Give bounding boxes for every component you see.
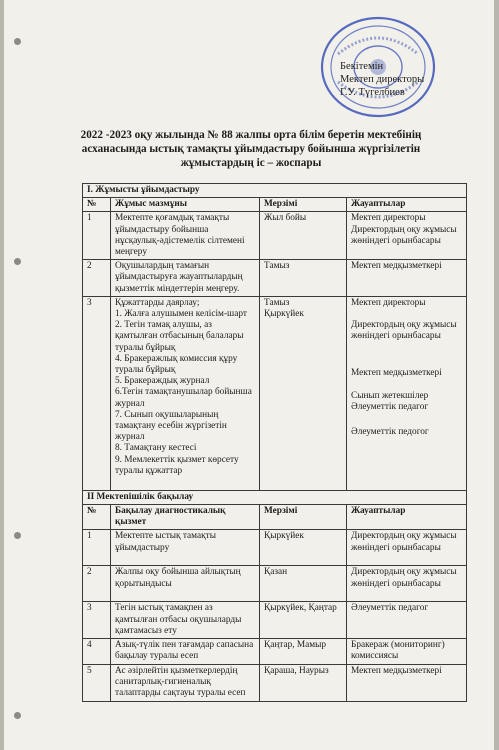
table-row — [83, 260, 467, 297]
row-term: Қыркүйек — [260, 530, 347, 566]
row-responsible: Әлеуметтік педагог — [347, 602, 467, 639]
table-row — [83, 665, 467, 702]
row-term: Қаңтар, Мамыр — [260, 639, 347, 665]
row-content: Ас әзірлейтін қызметкерлердің санитарлық-гигиеналық талаптарды сақтауы туралы есеп — [111, 665, 260, 702]
header-cell: Мерзімі — [260, 198, 347, 212]
list-item: 9. Мемлекеттік қызмет көрсету туралы құжаттар — [115, 454, 239, 476]
table-row — [83, 566, 467, 602]
row-number: 1 — [83, 212, 111, 260]
punch-hole — [14, 258, 21, 265]
row-responsible: Директордың оқу жұмысы жөніндегі орынбасары — [347, 530, 467, 566]
row-responsible: Мектеп медқызметкері — [347, 665, 467, 702]
header-cell: № — [83, 505, 111, 530]
table-row — [83, 212, 467, 260]
row-responsible: Мектеп директоры Директордың оқу жұмысы жөніндегі орынбасары — [347, 212, 467, 260]
header-cell: Мерзімі — [260, 505, 347, 530]
row-number: 1 — [83, 530, 111, 566]
responsible-line: Мектеп медқызметкері — [351, 368, 442, 379]
row-term: Жыл бойы — [260, 212, 347, 260]
section-title: II Мектепішілік бақылау — [83, 490, 467, 504]
row-content-list — [111, 296, 260, 490]
row-content: Мектепте қоғамдық тамақты ұйымдастыру бойынша нұсқаулық-әдістемелік сілтемені меңгеру — [111, 212, 260, 260]
list-item: 8. Тамақтану кестесі — [115, 443, 197, 454]
row-number: 2 — [83, 566, 111, 602]
row-content: Тегін ыстық тамақпен аз қамтылған отбасы оқушыларды қамтамасыз ету — [111, 602, 260, 639]
row-content: Азық-түлік пен тағамдар сапасына бақылау туралы есеп — [111, 639, 260, 665]
document-title: 2022 -2023 оқу жылында № 88 жалпы орта білім беретін мектебінің асханасында ыстық тамақты ұйымдастыру бойынша жүргізілетін жұмыстардың іс – жоспары — [80, 129, 422, 169]
table-row — [83, 602, 467, 639]
list-item: 7. Сынып оқушыларының тамақтану есебін жүргізетін журнал — [115, 409, 227, 443]
row-responsible: Директордың оқу жұмысы жөніндегі орынбасары — [347, 566, 467, 602]
row-content: Жалпы оқу бойынша айлықтың қорытындысы — [111, 566, 260, 602]
table-header-row — [83, 198, 467, 212]
list-item: 1. Жалға алушымен келісім-шарт — [115, 309, 247, 320]
header-cell: № — [83, 198, 111, 212]
approval-line: Бекітемін — [340, 61, 384, 72]
list-item: 6.Тегін тамақтанушылар бойынша журнал — [115, 387, 252, 409]
responsible-line: Әлеуметтік педагог — [351, 401, 429, 412]
approval-line: Г.У. Түгелбиев — [340, 87, 405, 98]
punch-hole — [14, 712, 21, 719]
term-line: Қыркүйек — [264, 309, 304, 320]
table-row — [83, 639, 467, 665]
row-term — [260, 296, 347, 490]
row-term: Қараша, Наурыз — [260, 665, 347, 702]
header-cell: Жұмыс мазмұны — [111, 198, 260, 212]
punch-hole — [14, 532, 21, 539]
punch-hole — [14, 38, 21, 45]
section-header-row — [83, 184, 467, 198]
list-item: 5. Бракераждық журнал — [115, 376, 210, 387]
header-cell: Бақылау диагностикалық қызмет — [111, 505, 260, 530]
row-responsible — [347, 296, 467, 490]
row-term: Қазан — [260, 566, 347, 602]
approval-block — [340, 60, 424, 99]
section-title: I. Жұмысты ұйымдастыру — [83, 184, 467, 198]
list-item: 2. Тегін тамақ алушы, аз қамтылған отбасының балалары туралы бұйрық — [115, 320, 244, 353]
section-header-row — [83, 490, 467, 504]
row-responsible: Мектеп медқызметкері — [347, 260, 467, 297]
list-item: Құжаттарды даярлау; — [115, 297, 200, 308]
table-row — [83, 530, 467, 566]
approval-line: Мектеп директоры — [340, 74, 425, 85]
header-cell: Жауаптылар — [347, 505, 467, 530]
term-line: Тамыз — [264, 297, 290, 308]
row-number: 3 — [83, 296, 111, 490]
row-number: 2 — [83, 260, 111, 297]
responsible-line: Директордың оқу жұмысы жөніндегі орынбасары — [351, 320, 457, 342]
header-cell: Жауаптылар — [347, 198, 467, 212]
row-content: Оқушылардың тамағын ұйымдастыруға жауаптылардың қызметтік міндеттерін меңгеру. — [111, 260, 260, 297]
row-content: Мектепте ыстық тамақты ұйымдастыру — [111, 530, 260, 566]
table-header-row — [83, 505, 467, 530]
responsible-line: Мектеп директоры — [351, 297, 426, 308]
responsible-line: Сынып жетекшілер — [351, 390, 429, 401]
row-responsible: Бракераж (мониторинг) комиссиясы — [347, 639, 467, 665]
row-term: Тамыз — [260, 260, 347, 297]
plan-table — [82, 183, 467, 702]
row-number: 4 — [83, 639, 111, 665]
responsible-line: Әлеуметтік педогог — [351, 427, 429, 438]
row-term: Қыркүйек, Қаңтар — [260, 602, 347, 639]
list-item: 4. Бракеражлық комиссия құру туралы бұйрық — [115, 353, 238, 376]
row-number: 3 — [83, 602, 111, 639]
table-row — [83, 296, 467, 490]
row-number: 5 — [83, 665, 111, 702]
